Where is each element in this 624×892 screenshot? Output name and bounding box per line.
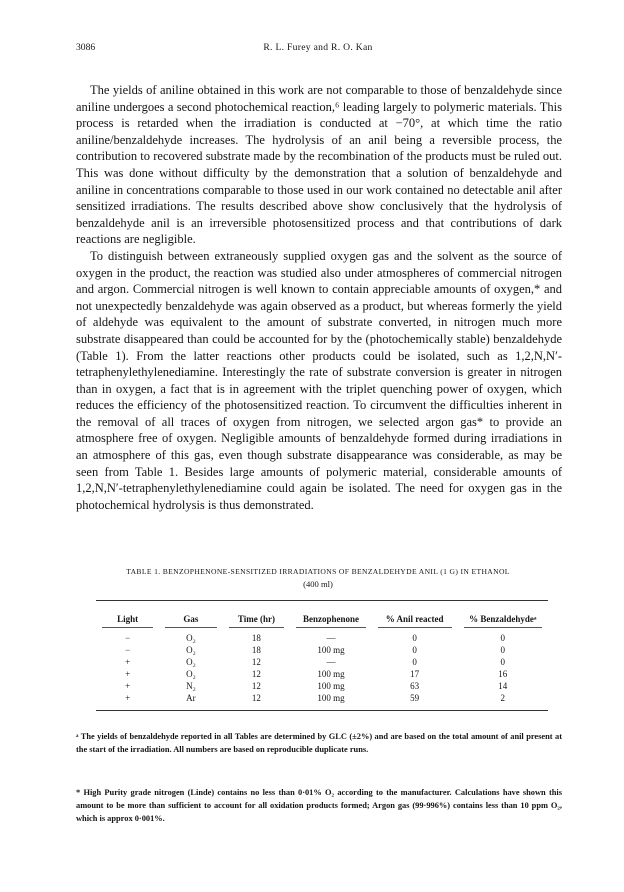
cell-anil-reacted: 0: [412, 633, 417, 643]
table-subtitle: (400 ml): [303, 579, 333, 589]
cell-light: +: [125, 657, 131, 667]
col-light: Light: [117, 614, 139, 624]
cell-light: +: [125, 669, 131, 679]
col-anil-reacted: % Anil reacted: [385, 614, 444, 624]
table-row: [96, 644, 548, 656]
col-benzophenone: Benzophenone: [303, 614, 360, 624]
cell-time: 18: [251, 633, 261, 643]
table-row: [96, 692, 548, 704]
cell-anil-reacted: 0: [412, 657, 417, 667]
cell-gas: Ar: [186, 693, 196, 703]
cell-gas: N₂: [186, 681, 196, 691]
cell-light: −: [125, 633, 131, 643]
cell-benzophenone: 100 mg: [317, 693, 345, 703]
cell-benzaldehyde: 2: [500, 693, 506, 703]
cell-gas: O₂: [186, 657, 196, 667]
page-header: [76, 40, 560, 56]
cell-light: +: [125, 681, 131, 691]
col-benzaldehyde: % Benzaldehydeᵃ: [469, 614, 537, 624]
cell-benzaldehyde: 16: [498, 669, 508, 679]
page-number: 3086: [76, 42, 96, 53]
cell-time: 12: [251, 669, 261, 679]
cell-gas: O₂: [186, 645, 196, 655]
cell-light: −: [125, 645, 131, 655]
table-row: [96, 680, 548, 692]
cell-benzophenone: 100 mg: [317, 645, 345, 655]
cell-time: 12: [251, 657, 261, 667]
cell-anil-reacted: 63: [410, 681, 420, 691]
table-caption: [76, 566, 560, 590]
table-row: [96, 668, 548, 680]
cell-benzaldehyde: 14: [498, 681, 508, 691]
cell-gas: O₂: [186, 633, 196, 643]
paragraph-2: To distinguish between extraneously supplied oxygen gas and the solvent as the source of oxygen in the product, the reaction was studied also under atmospheres of commercial nitrogen and argon. Commercial nitrogen is well known to contain appreciable amounts of oxygen,* and not unexpectedly benzaldehyde was again observed as a product, but whereas formerly the yield of aldehyde was equivalent to the amount of substrate converted, in nitrogen much more substrate disappeared than could be accounted for by the (photochemically stable) benzaldehyde (Table 1). From the latter reactions other products could be isolated, such as 1,2,N,N′-tetraphenylethylenediamine. Interestingly the rate of substrate conversion is greater in nitrogen than in oxygen, a fact that is in agreement with the triplet quenching power of oxygen, which reduces the efficiency of the photosensitized reaction. To circumvent the difficulties inherent in the removal of all traces of oxygen from nitrogen, we selected argon gas* to provide an atmosphere free of oxygen. Negligible amounts of benzaldehyde formed during irradiations in an atmosphere of this gas, even though substrate disappearance was considerable, as may be seen from Table 1. Besides large amounts of polymeric material, considerable amounts of 1,2,N,N′-tetraphenylethylenediamine could again be isolated. The need for oxygen gas in the photochemical hydrolysis is thus demonstrated.: [76, 248, 562, 512]
table-header-row: [96, 601, 548, 627]
paragraph-1: The yields of aniline obtained in this work are not comparable to those of benzaldehyde since aniline undergoes a second photochemical reaction,⁶ leading largely to polymeric materials. This process is retarded when the irradiation is conducted at −70°, at which time the ratio aniline/benzaldehyde increases. The hydrolysis of an anil being a reversible process, the contribution to recovered substrate made by the recombination of the products must be ruled out. This was done without difficulty by the demonstration that a solution of benzaldehyde and aniline in concentrations comparable to those used in our work contained no detectable anil after sensitized irradiations. The results described above show conclusively that the hydrolysis of benzaldehyde anil is an irreversible photosensitized process and that contributions of dark reactions are negligible.: [76, 83, 562, 247]
cell-benzaldehyde: 0: [500, 633, 506, 643]
table-title: TABLE 1. BENZOPHENONE-SENSITIZED IRRADIATIONS OF BENZALDEHYDE ANIL (1 G) IN ETHANOL: [126, 567, 510, 576]
running-head: R. L. Furey and R. O. Kan: [263, 42, 373, 53]
cell-time: 12: [251, 681, 261, 691]
cell-anil-reacted: 17: [410, 669, 420, 679]
cell-benzophenone: 100 mg: [317, 681, 345, 691]
table-row: [96, 632, 548, 644]
table-footnote: ᵃ The yields of benzaldehyde reported in all Tables are determined by GLC (±2%) and are based on the total amount of anil present at the start of the irradiation. All numbers are based on reproducible duplicate runs.: [76, 732, 562, 754]
cell-benzophenone: —: [326, 657, 336, 667]
cell-light: +: [125, 693, 131, 703]
cell-benzophenone: 100 mg: [317, 669, 345, 679]
col-gas: Gas: [183, 614, 199, 624]
col-time: Time (hr): [237, 614, 275, 624]
cell-benzophenone: —: [326, 633, 336, 643]
table-row: [96, 656, 548, 668]
results-table: [96, 600, 548, 711]
cell-time: 12: [251, 693, 261, 703]
article-body: [76, 82, 562, 513]
cell-anil-reacted: 0: [412, 645, 417, 655]
cell-anil-reacted: 59: [410, 693, 420, 703]
cell-time: 18: [251, 645, 261, 655]
cell-benzaldehyde: 0: [500, 645, 506, 655]
page-footnote: * High Purity grade nitrogen (Linde) contains no less than 0·01% O₂ according to the manufacturer. Calculations have shown this amount to be more than sufficient to account for all oxidation products formed; Argon gas (99·996%) contains less than 10 ppm O₂, which is approx 0·001%.: [76, 788, 562, 823]
cell-benzaldehyde: 0: [500, 657, 506, 667]
cell-gas: O₂: [186, 669, 196, 679]
